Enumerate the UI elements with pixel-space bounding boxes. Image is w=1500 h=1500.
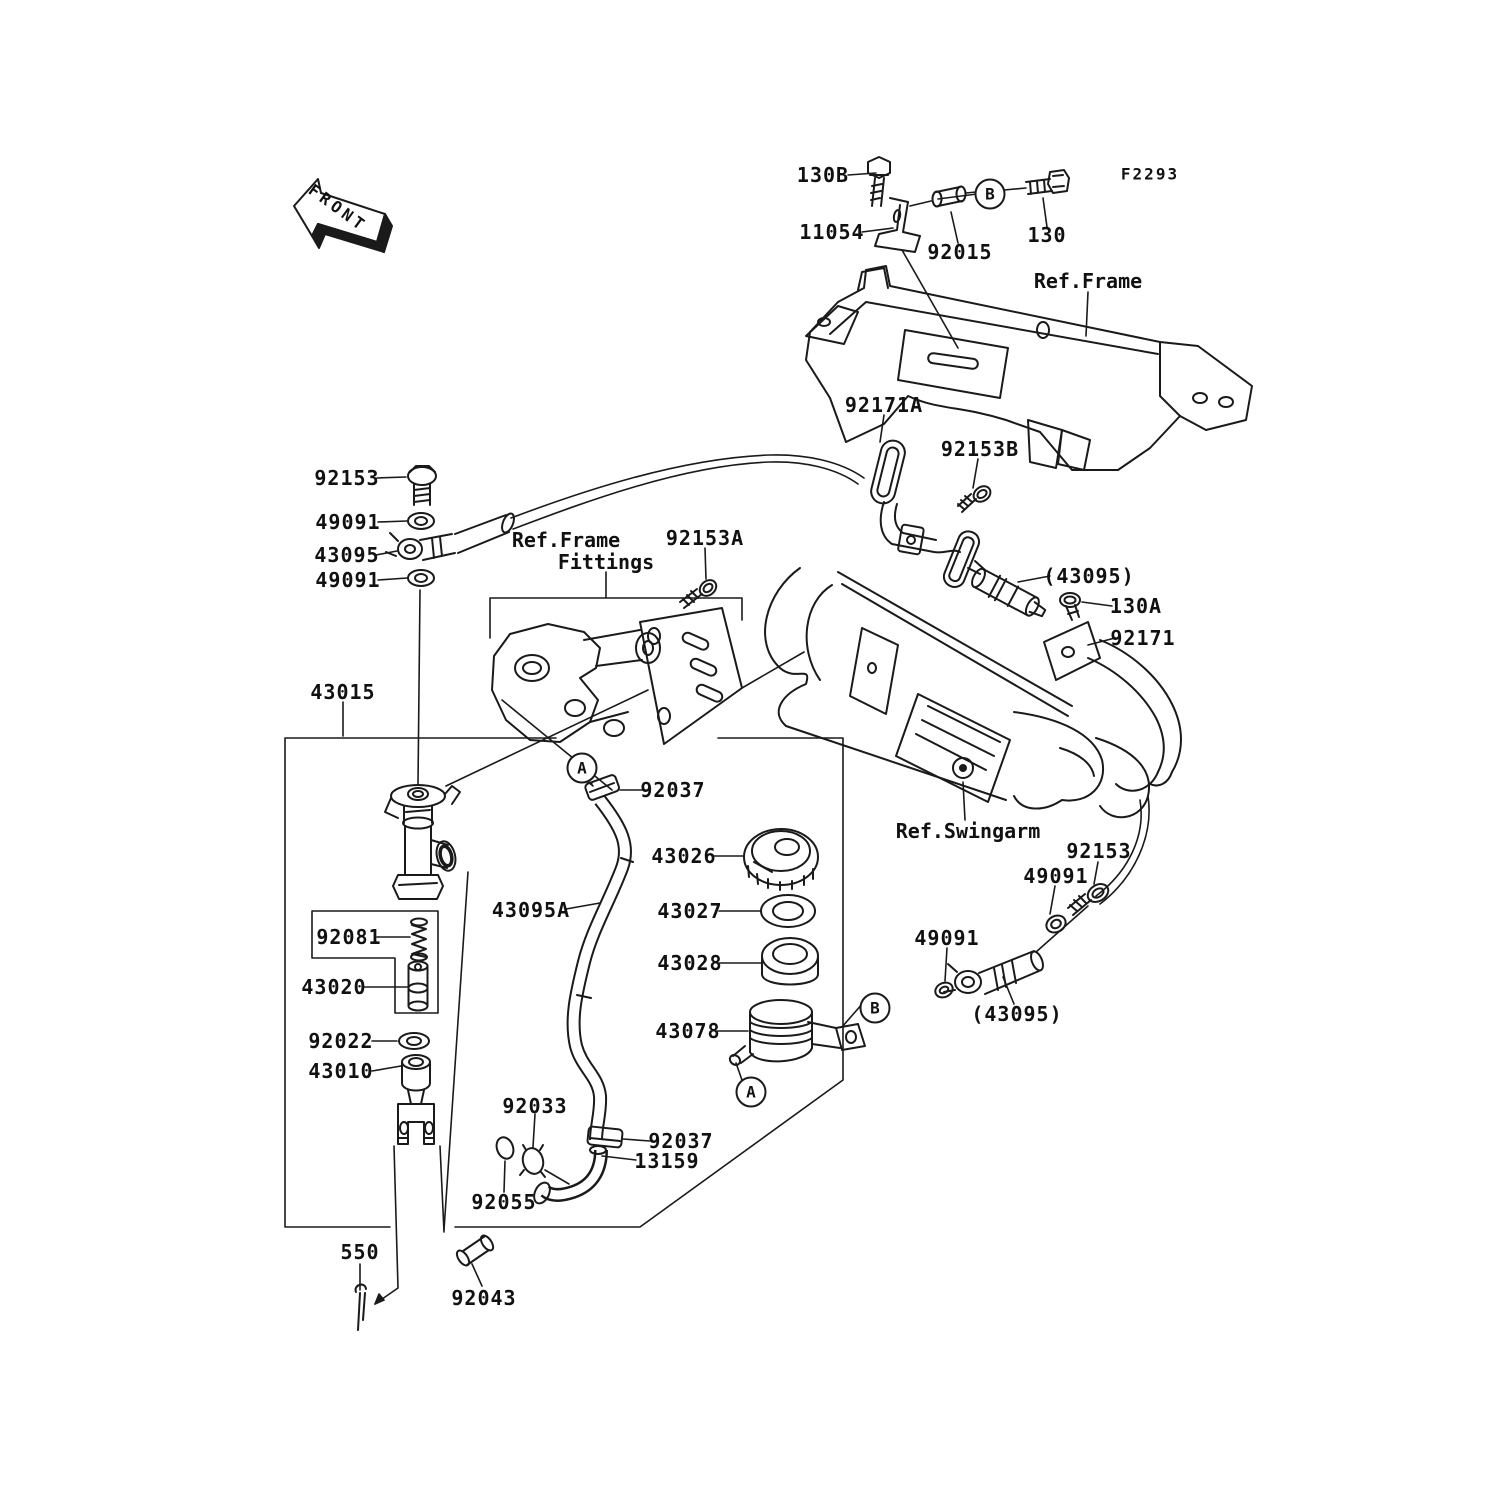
part-label-49091-right-1: 49091	[1023, 864, 1089, 888]
part-label-92153-right: 92153	[1066, 839, 1132, 863]
part-label-550: 550	[340, 1240, 380, 1264]
part-label-43078: 43078	[655, 1019, 721, 1043]
part-label-43027: 43027	[657, 899, 723, 923]
part-label-ref-frame: Ref.Frame	[1033, 269, 1143, 293]
part-label-92015: 92015	[927, 240, 993, 264]
part-label-92022: 92022	[308, 1029, 374, 1053]
part-label-130b: 130B	[796, 163, 850, 187]
part-label-43095-paren-bottom: (43095)	[971, 1002, 1063, 1026]
callout-a-bottom: A	[736, 1077, 767, 1108]
part-label-49091-left-2: 49091	[315, 568, 381, 592]
part-label-figure-code: F2293	[1120, 164, 1180, 184]
part-label-43026: 43026	[651, 844, 717, 868]
part-label-92171a: 92171A	[844, 393, 924, 417]
part-label-92171: 92171	[1110, 626, 1176, 650]
part-label-130: 130	[1027, 223, 1067, 247]
part-label-92153b: 92153B	[940, 437, 1020, 461]
part-label-13159: 13159	[634, 1149, 700, 1173]
part-label-92055: 92055	[471, 1190, 537, 1214]
part-label-ref-frame-fittings-2: Fittings	[557, 550, 655, 574]
part-label-92033: 92033	[502, 1094, 568, 1118]
part-label-43095-paren-top: (43095)	[1043, 564, 1135, 588]
part-label-43095a: 43095A	[491, 898, 571, 922]
part-label-92037-bottom: 92037	[648, 1129, 714, 1153]
part-label-43020: 43020	[301, 975, 367, 999]
part-label-11054: 11054	[799, 220, 865, 244]
part-label-front-marker: FRONT	[304, 180, 372, 236]
part-label-49091-right-2: 49091	[914, 926, 980, 950]
part-label-ref-swingarm: Ref.Swingarm	[895, 819, 1041, 843]
part-label-43010: 43010	[308, 1059, 374, 1083]
part-label-49091-left-1: 49091	[315, 510, 381, 534]
part-label-92037-top: 92037	[640, 778, 706, 802]
callout-a-top: A	[567, 753, 598, 784]
part-label-92043: 92043	[451, 1286, 517, 1310]
callout-b-bottom: B	[860, 993, 891, 1024]
callout-b-top: B	[975, 179, 1006, 210]
part-label-43015: 43015	[310, 680, 376, 704]
part-label-ref-frame-fittings-1: Ref.Frame	[511, 528, 621, 552]
part-label-43028: 43028	[657, 951, 723, 975]
part-label-92153a: 92153A	[665, 526, 745, 550]
part-label-92153-left: 92153	[314, 466, 380, 490]
part-label-43095-left: 43095	[314, 543, 380, 567]
part-label-130a: 130A	[1109, 594, 1163, 618]
part-label-92081: 92081	[316, 925, 382, 949]
